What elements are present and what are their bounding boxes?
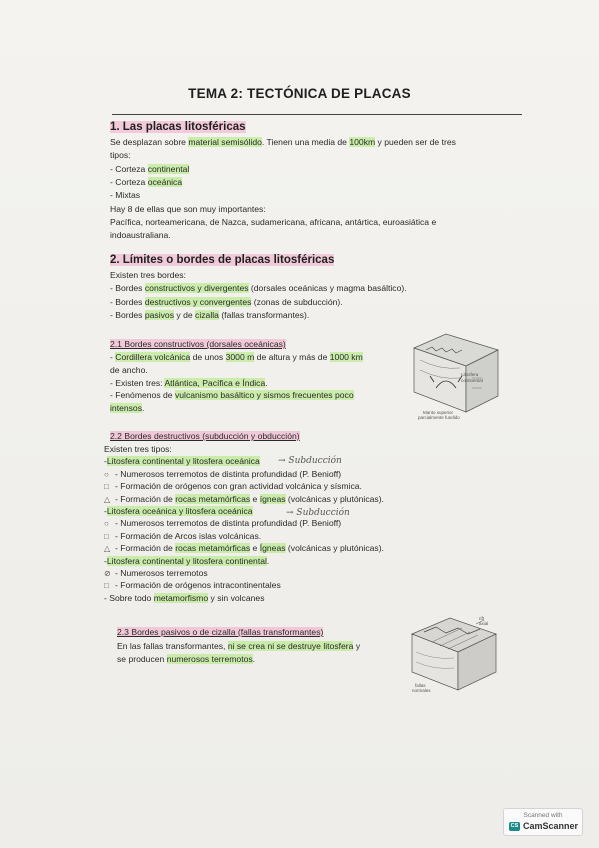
text-line (110, 297, 343, 308)
text-line (104, 556, 269, 567)
text-line (110, 365, 148, 376)
text-line (104, 593, 265, 604)
badge-name: CamScanner (523, 821, 579, 831)
text-line (104, 444, 172, 455)
highlighted-text: Litosfera oceánica y litosfera oceánica (106, 506, 253, 516)
line-text: - Numerosos terremotos de distinta profundidad (P. Benioff) (115, 468, 342, 479)
text-line (110, 390, 354, 401)
highlighted-text: cizalla (195, 309, 219, 320)
line-text: - Formación de orógenos con gran actividad volcánica y sísmica. (115, 481, 362, 492)
text-line (104, 469, 341, 480)
handwritten-note-2: → Subducción (286, 508, 350, 518)
line-text: (volcánicas y plutónicas). (285, 493, 384, 504)
line-text: - Numerosos terremotos de distinta profundidad (P. Benioff) (115, 518, 342, 529)
line-text: . (266, 555, 270, 566)
line-text: - Bordes (110, 309, 145, 320)
line-text: . (265, 377, 268, 388)
line-text: y sin volcanes (208, 592, 265, 603)
highlighted-text: ni se crea ni se destruye litosfera (227, 641, 354, 651)
line-text: . (142, 403, 145, 414)
line-text: - Corteza (110, 163, 148, 174)
highlighted-text: vulcanismo basáltico y sismos frecuentes poco (174, 390, 354, 401)
highlighted-text: Litosfera continental y litosfera oceánica (106, 456, 260, 467)
handwritten-note-1: → Subducción (278, 456, 342, 466)
text-line (104, 543, 384, 554)
text-line (110, 403, 144, 414)
camscanner-logo-icon: CS (510, 823, 519, 829)
figure-caption-fundido: parcialmente fundido (418, 415, 460, 420)
highlighted-text: Litosfera continental y litosfera continental (106, 555, 267, 566)
line-text: - Formación de (115, 493, 176, 504)
highlighted-text: continental (147, 163, 190, 174)
text-line (117, 641, 360, 652)
line-text: (zonas de subducción). (251, 296, 343, 307)
text-line (110, 230, 171, 241)
margin-mark-icon: □ (104, 581, 109, 591)
figure-caption-normales: normales (412, 688, 431, 693)
highlighted-text: constructivos y divergentes (144, 283, 249, 294)
line-text: Hay 8 de ellas que son muy importantes: (110, 203, 266, 214)
camscanner-badge (503, 808, 583, 836)
highlighted-text: 100km (349, 137, 376, 147)
text-line (110, 177, 182, 188)
figure-caption-axial: axial (479, 621, 489, 626)
line-text: - Bordes (110, 283, 145, 294)
text-line (117, 654, 255, 665)
text-line (104, 506, 253, 517)
highlighted-text: Atlántica, Pacífica e Índica (164, 377, 266, 388)
section-2-3-heading: 2.3 Bordes pasivos o de cizalla (fallas transformantes) (117, 627, 324, 637)
margin-mark-icon: □ (104, 482, 109, 492)
dorsal-ridge-diagram (406, 330, 506, 420)
line-text: - Formación de (115, 543, 176, 554)
highlighted-text: destructivos y convergentes (144, 296, 252, 307)
line-text: Pacífica, norteamericana, de Nazca, sudamericana, africana, antártica, euroasiática e (110, 216, 437, 227)
text-line (110, 150, 131, 161)
line-text: se producen (117, 654, 167, 664)
highlighted-text: material semisólido (188, 137, 262, 147)
line-text: y pueden ser de tres (375, 137, 456, 147)
line-text: - Existen tres: (110, 377, 165, 388)
line-text: - (110, 352, 116, 362)
line-text: y (353, 641, 361, 651)
badge-scanned-with: Scanned with (523, 812, 563, 819)
text-line (110, 217, 436, 228)
line-text: - Sobre todo (104, 592, 154, 603)
margin-mark-icon: △ (104, 544, 111, 554)
text-line (110, 137, 456, 148)
figure-caption-manto: Manto superior (423, 410, 454, 415)
line-text: - (104, 456, 107, 467)
margin-mark-icon: ○ (104, 519, 109, 529)
line-text: - Bordes (110, 296, 145, 307)
highlighted-text: numerosos terremotos (166, 654, 253, 664)
highlighted-text: 1000 km (329, 352, 363, 362)
line-text: - Formación de orógenos intracontinentales (115, 580, 281, 591)
section-2-2-heading: 2.2 Bordes destructivos (subducción y obducción) (110, 431, 300, 441)
highlighted-text: intensos (110, 403, 143, 414)
line-text: - Formación de Arcos islas volcánicas. (115, 530, 262, 541)
highlighted-text: rocas metamórficas (175, 493, 251, 504)
text-line (104, 580, 281, 591)
line-text: - (104, 555, 107, 566)
highlighted-text: Cordillera volcánica (115, 352, 191, 362)
line-text: - (104, 506, 107, 516)
line-text: - Corteza (110, 176, 148, 187)
section-2-1-heading: 2.1 Bordes constructivos (dorsales oceánicas) (110, 339, 286, 349)
page-title: TEMA 2: TECTÓNICA DE PLACAS (188, 86, 411, 101)
text-line (110, 270, 186, 281)
text-line (110, 283, 407, 294)
line-text: de unos (190, 352, 226, 362)
margin-mark-icon: △ (104, 494, 111, 504)
text-line (104, 518, 341, 529)
figure-caption-rift: rift (479, 616, 484, 621)
figure-caption-fallas: fallas (415, 683, 426, 688)
line-text: - Mixtas (110, 190, 141, 201)
margin-mark-icon: □ (104, 531, 109, 541)
line-text: y de (174, 309, 196, 320)
line-text: (dorsales oceánicas y magma basáltico). (248, 283, 407, 294)
section-1-heading: 1. Las placas litosféricas (110, 121, 246, 133)
text-line (104, 568, 208, 579)
text-line (104, 456, 260, 467)
line-text: e (250, 493, 260, 504)
highlighted-text: pasivos (144, 309, 175, 320)
line-text: Existen tres bordes: (110, 270, 186, 280)
highlighted-text: ígneas (259, 493, 286, 504)
text-line (104, 531, 261, 542)
highlighted-text: 3000 m (225, 352, 255, 362)
line-text: tipos: (110, 150, 131, 161)
text-line (110, 190, 140, 201)
line-text: . Tienen una media de (261, 137, 350, 147)
text-line (104, 481, 362, 492)
section-2-heading: 2. Límites o bordes de placas litosféricas (110, 254, 335, 266)
line-text: de altura y más de (254, 352, 330, 362)
line-text: Existen tres tipos: (104, 444, 172, 454)
line-text: - Numerosos terremotos (115, 568, 208, 578)
line-text: indoaustraliana. (110, 230, 171, 241)
margin-mark-icon: ⊘ (104, 569, 111, 578)
text-line (110, 310, 309, 321)
line-text: e (250, 543, 260, 554)
text-line (110, 352, 363, 363)
line-text: (volcánicas y plutónicas). (285, 543, 384, 554)
line-text: Se desplazan sobre (110, 137, 189, 147)
highlighted-text: metamorfismo (153, 592, 209, 603)
text-line (110, 204, 266, 215)
figure-caption-litosfera: Litosfera (461, 372, 479, 377)
highlighted-text: oceánica (147, 176, 183, 187)
line-text: (fallas transformantes). (218, 309, 310, 320)
highlighted-text: Ígneas (259, 543, 286, 554)
figure-caption-continental: continental (461, 378, 483, 383)
text-line (110, 164, 189, 175)
line-text: . (252, 654, 256, 664)
line-text: - Fenómenos de (110, 390, 175, 401)
text-line (110, 378, 268, 389)
line-text: de ancho. (110, 364, 148, 375)
highlighted-text: rocas metamórficas (175, 543, 251, 554)
title-divider (112, 114, 522, 115)
line-text: En las fallas transformantes, (117, 641, 228, 651)
margin-mark-icon: ○ (104, 469, 109, 479)
text-line (104, 494, 384, 505)
